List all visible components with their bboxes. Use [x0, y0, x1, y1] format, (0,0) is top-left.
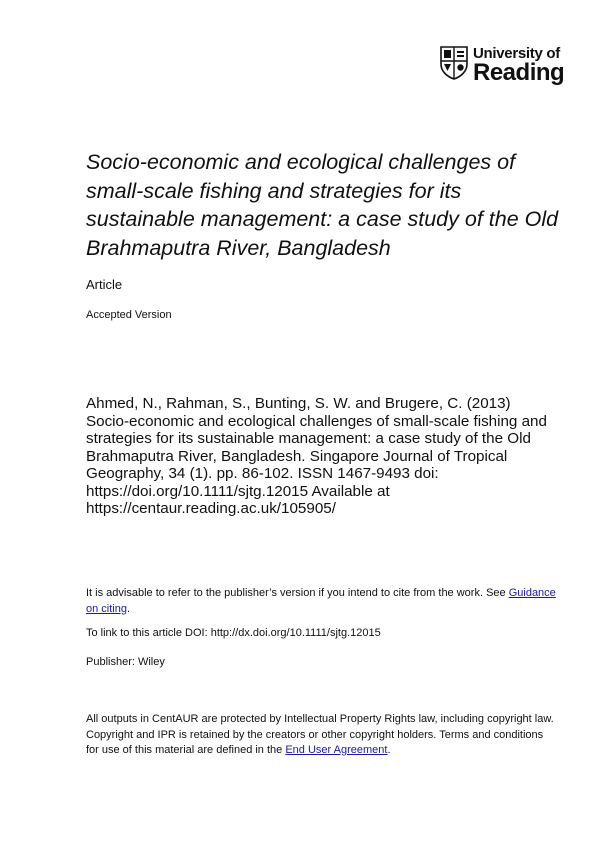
advice-text: It is advisable to refer to the publisher’s version if you intend to cite from the work. See: [86, 587, 509, 599]
rights-end: .: [387, 744, 391, 756]
logo-text-top: University of: [473, 45, 560, 62]
university-crest-icon: [440, 46, 468, 80]
version-label: Accepted Version: [86, 309, 172, 321]
advice-end: .: [126, 602, 131, 615]
rights-statement: [86, 712, 556, 759]
article-title: Socio-economic and ecological challenges of small-scale fishing and strategies for its sustainable management: a case study of the Old Brahmaputra River, Bangladesh: [86, 150, 559, 260]
guidance-on-citing-link[interactable]: Guidance on citing: [86, 587, 556, 615]
article-type: Article: [86, 277, 123, 292]
logo-text-bottom: Reading: [473, 59, 565, 86]
rights-text: All outputs in CentAUR are protected by Intellectual Property Rights law, including copyright law. Copyright and IPR is retained by the creators or other copyright holders. Terms and conditions for use of this material are defined in the: [86, 713, 554, 756]
citation-advice: [86, 586, 556, 617]
end-user-agreement-link[interactable]: End User Agreement: [285, 744, 388, 756]
publisher-line: Publisher: Wiley: [86, 656, 165, 668]
university-logo: [440, 44, 565, 86]
doi-link-line: To link to this article DOI: http://dx.doi.org/10.1111/sjtg.12015: [86, 627, 381, 639]
citation-block: Ahmed, N., Rahman, S., Bunting, S. W. and Brugere, C. (2013) Socio-economic and ecological challenges of small-scale fishing and strategies for its sustainable management: a case study of the Old Brahmaputra River, Bangladesh. Singapore Journal of Tropical Geography, 34 (1). pp. 86-102. ISSN 1467-9493 doi: https://doi.org/10.1111/sjtg.12015 Available at https://centaur.reading.ac.uk/105905/: [86, 395, 547, 517]
